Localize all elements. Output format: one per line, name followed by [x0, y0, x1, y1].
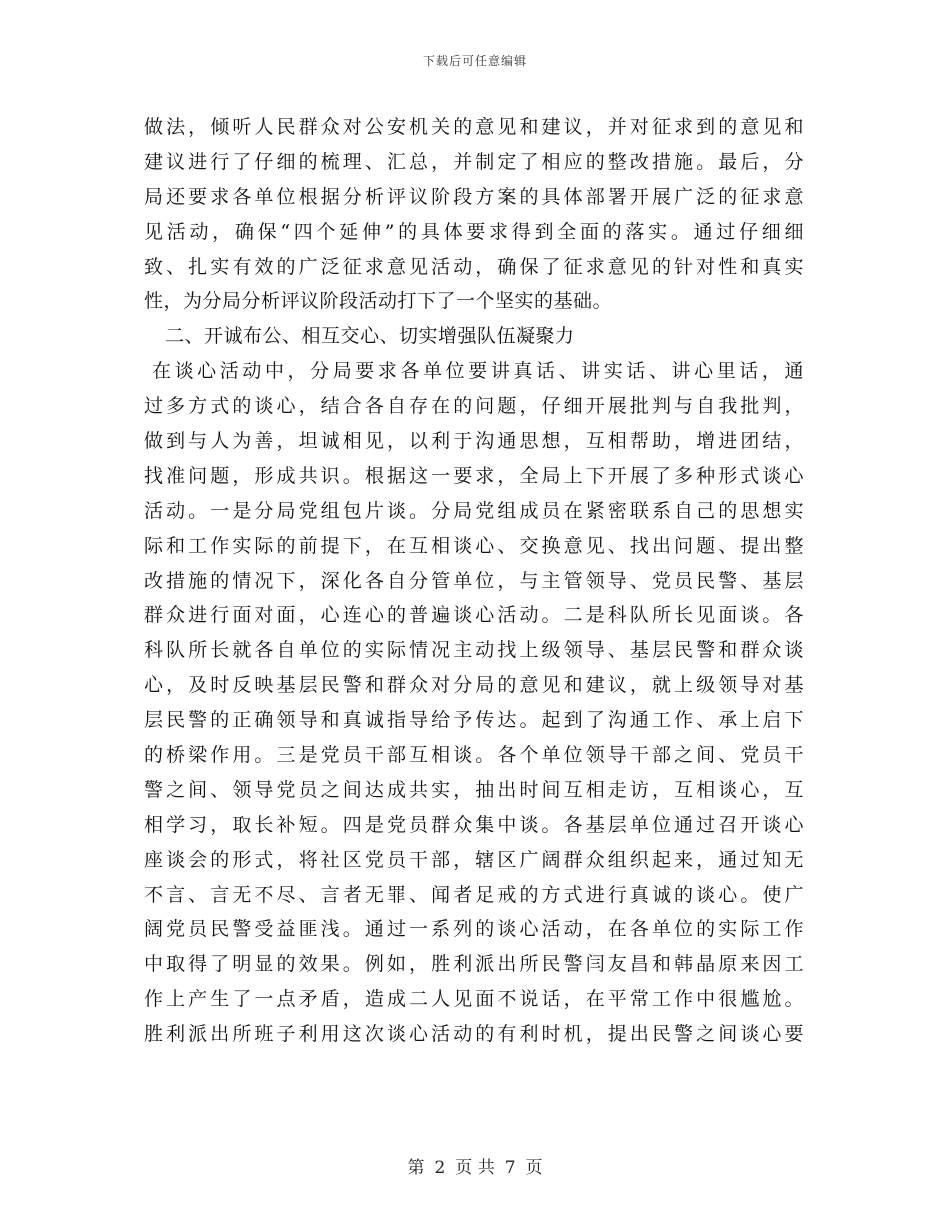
- text-line: 的桥梁作用。三是党员干部互相谈。各个单位领导干部之间、党员干: [144, 744, 804, 767]
- text-line: 际和工作实际的前提下，在互相谈心、交换意见、找出问题、提出整: [144, 534, 804, 557]
- text-line: 建议进行了仔细的梳理、汇总，并制定了相应的整改措施。最后，分: [144, 150, 804, 173]
- text-line: 在谈心活动中，分局要求各单位要讲真话、讲实话、讲心里话，通: [152, 360, 804, 383]
- text-line: 过多方式的谈心，结合各自存在的问题，仔细开展批判与自我批判，: [144, 395, 804, 418]
- page-number-prefix: 第: [407, 1158, 425, 1178]
- text-line: 改措施的情况下，深化各自分管单位，与主管领导、党员民警、基层: [144, 569, 804, 592]
- text-line: 做到与人为善，坦诚相见，以利于沟通思想，互相帮助，增进团结，: [144, 430, 804, 453]
- page-footer: [0, 1153, 950, 1178]
- text-line: 相学习，取长补短。四是党员群众集中谈。各基层单位通过召开谈心: [144, 813, 804, 836]
- text-line: 群众进行面对面，心连心的普遍谈心活动。二是科队所长见面谈。各: [144, 604, 804, 627]
- page-header: 下载后可任意编辑: [422, 54, 527, 68]
- text-line: 中取得了明显的效果。例如，胜利派出所民警闫友昌和韩晶原来因工: [144, 953, 804, 976]
- section-heading: 二、开诚布公、相互交心、切实增强队伍凝聚力: [165, 325, 575, 348]
- text-line: 活动。一是分局党组包片谈。分局党组成员在紧密联系自己的思想实: [144, 499, 804, 522]
- text-line: 科队所长就各自单位的实际情况主动找上级领导、基层民警和群众谈: [144, 639, 804, 662]
- total-page-count: 7: [504, 1158, 516, 1178]
- text-line: 局还要求各单位根据分析评议阶段方案的具体部署开展广泛的征求意: [144, 185, 804, 208]
- current-page-number: 2: [434, 1158, 446, 1178]
- text-line: 心，及时反映基层民警和群众对分局的意见和建议，就上级领导对基: [144, 674, 804, 697]
- document-body: [144, 110, 804, 1052]
- text-line: 见活动，确保“四个延伸”的具体要求得到全面的落实。通过仔细细: [144, 220, 804, 243]
- page-number-suffix: 页: [525, 1158, 543, 1178]
- text-line: 阔党员民警受益匪浅。通过一系列的谈心活动，在各单位的实际工作: [144, 918, 804, 941]
- text-line: 作上产生了一点矛盾，造成二人见面不说话，在平常工作中很尴尬。: [144, 988, 804, 1011]
- text-line: 做法，倾听人民群众对公安机关的意见和建议，并对征求到的意见和: [144, 116, 804, 138]
- text-line: 找准问题，形成共识。根据这一要求，全局上下开展了多种形式谈心: [144, 464, 804, 487]
- text-line: 致、扎实有效的广泛征求意见活动，确保了征求意见的针对性和真实: [144, 255, 804, 278]
- text-line: 座谈会的形式，将社区党员干部，辖区广阔群众组织起来，通过知无: [144, 848, 804, 871]
- text-line: 层民警的正确领导和真诚指导给予传达。起到了沟通工作、承上启下: [144, 709, 804, 732]
- text-line: 性，为分局分析评议阶段活动打下了一个坚实的基础。: [144, 290, 613, 313]
- text-line: 不言、言无不尽、言者无罪、闻者足戒的方式进行真诚的谈心。使广: [144, 883, 804, 906]
- text-line: 警之间、领导党员之间达成共实，抽出时间互相走访，互相谈心，互: [144, 778, 804, 801]
- page-number-middle: 页 共: [455, 1158, 495, 1178]
- text-line: 胜利派出所班子利用这次谈心活动的有利时机，提出民警之间谈心要: [144, 1023, 804, 1046]
